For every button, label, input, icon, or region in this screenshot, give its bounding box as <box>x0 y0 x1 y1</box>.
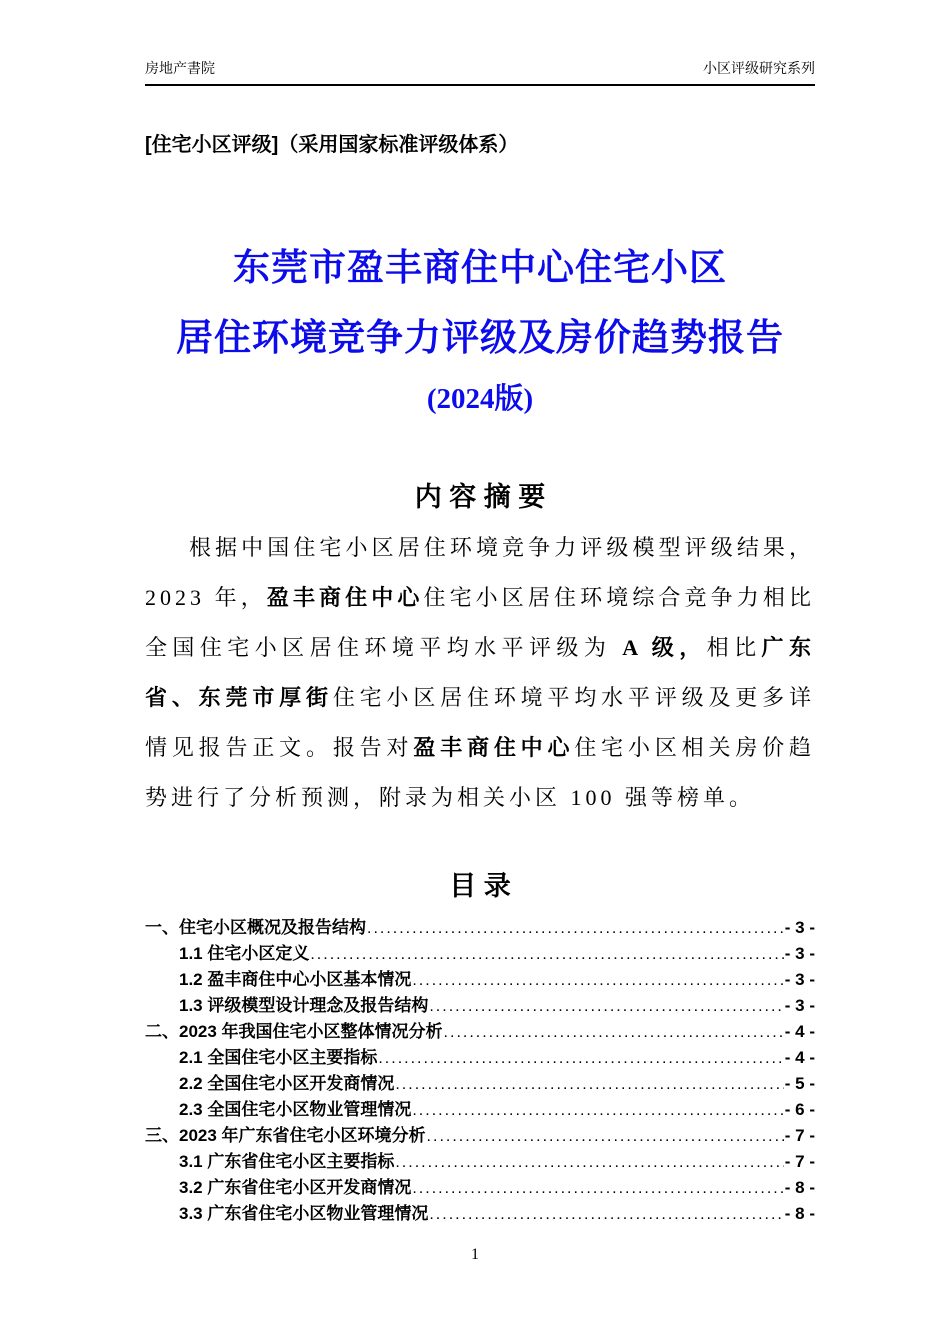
toc-entry <box>145 915 815 941</box>
toc-entry-label: 1.3 评级模型设计理念及报告结构 <box>179 996 429 1016</box>
toc-leader-dots <box>444 1019 784 1045</box>
toc-entry <box>145 1175 815 1201</box>
toc-leader-dots <box>429 1201 783 1227</box>
toc-entry-page: - 7 - <box>784 1152 815 1172</box>
summary-segment-bold: 广东省、东莞市厚街 <box>145 635 815 711</box>
summary-segment: 住宅小区相关房价趋势进行了分析预测，附录为相关小区 100 强等榜单。 <box>145 735 815 811</box>
toc-entry-page: - 4 - <box>784 1022 815 1042</box>
toc-entry-label: 三、2023 年广东省住宅小区环境分析 <box>145 1126 426 1146</box>
toc-leader-dots <box>427 1123 784 1149</box>
header-right-text: 小区评级研究系列 <box>703 60 815 76</box>
toc-entry-label: 2.3 全国住宅小区物业管理情况 <box>179 1100 412 1120</box>
summary-segment-bold: A 级， <box>622 635 707 661</box>
toc-leader-dots <box>412 1175 783 1201</box>
toc-entry <box>145 941 815 967</box>
report-title-block <box>145 248 815 416</box>
toc-leader-dots <box>395 1149 783 1175</box>
toc-list <box>145 915 815 1227</box>
toc-entry <box>145 1149 815 1175</box>
toc-leader-dots <box>395 1071 783 1097</box>
toc-entry-page: - 3 - <box>784 970 815 990</box>
toc-entry-label: 二、2023 年我国住宅小区整体情况分析 <box>145 1022 443 1042</box>
toc-entry-label: 一、住宅小区概况及报告结构 <box>145 918 366 938</box>
toc-entry <box>145 1071 815 1097</box>
toc-entry-page: - 6 - <box>784 1100 815 1120</box>
toc-heading: 目 录 <box>449 871 511 902</box>
running-header <box>145 0 815 86</box>
summary-paragraph <box>145 523 815 823</box>
rating-system-note: [住宅小区评级]（采用国家标准评级体系） <box>145 133 519 156</box>
toc-entry-label: 3.2 广东省住宅小区开发商情况 <box>179 1178 412 1198</box>
summary-heading: 内 容 摘 要 <box>414 482 546 513</box>
toc-entry <box>145 1019 815 1045</box>
toc-entry-page: - 3 - <box>784 944 815 964</box>
summary-segment: 住宅小区居住环境平均水平评级及更多详情见报告正文。报告对 <box>145 685 815 761</box>
toc-entry-page: - 3 - <box>784 996 815 1016</box>
report-version: (2024版) <box>426 382 534 415</box>
page-number: 1 <box>471 1246 479 1263</box>
toc-entry-label: 2.1 全国住宅小区主要指标 <box>179 1048 378 1068</box>
toc-entry-page: - 4 - <box>784 1048 815 1068</box>
toc-entry-label: 2.2 全国住宅小区开发商情况 <box>179 1074 395 1094</box>
toc-entry <box>145 1045 815 1071</box>
summary-segment: 根据中国住宅小区居住环境竞争力评级模型评级结果，2023 年， <box>145 535 815 611</box>
toc-entry-page: - 5 - <box>784 1074 815 1094</box>
toc-entry-page: - 3 - <box>784 918 815 938</box>
summary-segment-bold: 盈丰商住中心 <box>266 585 424 611</box>
toc-leader-dots <box>412 967 783 993</box>
toc-entry-label: 1.1 住宅小区定义 <box>179 944 310 964</box>
header-left-text: 房地产書院 <box>145 60 215 76</box>
report-title-line-1: 东莞市盈丰商住中心住宅小区 <box>233 247 727 289</box>
toc-entry <box>145 1201 815 1227</box>
summary-segment: 住宅小区居住环境综合竞争力相比全国住宅小区居住环境平均水平评级为 <box>145 585 815 661</box>
toc-leader-dots <box>412 1097 783 1123</box>
toc-entry-label: 3.3 广东省住宅小区物业管理情况 <box>179 1204 429 1224</box>
toc-entry-page: - 8 - <box>784 1178 815 1198</box>
toc-leader-dots <box>310 941 783 967</box>
toc-entry <box>145 993 815 1019</box>
toc-leader-dots <box>367 915 784 941</box>
toc-entry <box>145 1123 815 1149</box>
toc-entry-label: 3.1 广东省住宅小区主要指标 <box>179 1152 395 1172</box>
toc-entry-page: - 7 - <box>784 1126 815 1146</box>
toc-leader-dots <box>429 993 783 1019</box>
toc-entry <box>145 967 815 993</box>
report-title-line-2: 居住环境竞争力评级及房价趋势报告 <box>176 318 784 360</box>
toc-entry <box>145 1097 815 1123</box>
toc-entry-page: - 8 - <box>784 1204 815 1224</box>
summary-segment: 相比 <box>706 635 762 661</box>
toc-entry-label: 1.2 盈丰商住中心小区基本情况 <box>179 970 412 990</box>
summary-segment-bold: 盈丰商住中心 <box>413 735 575 761</box>
toc-leader-dots <box>378 1045 783 1071</box>
